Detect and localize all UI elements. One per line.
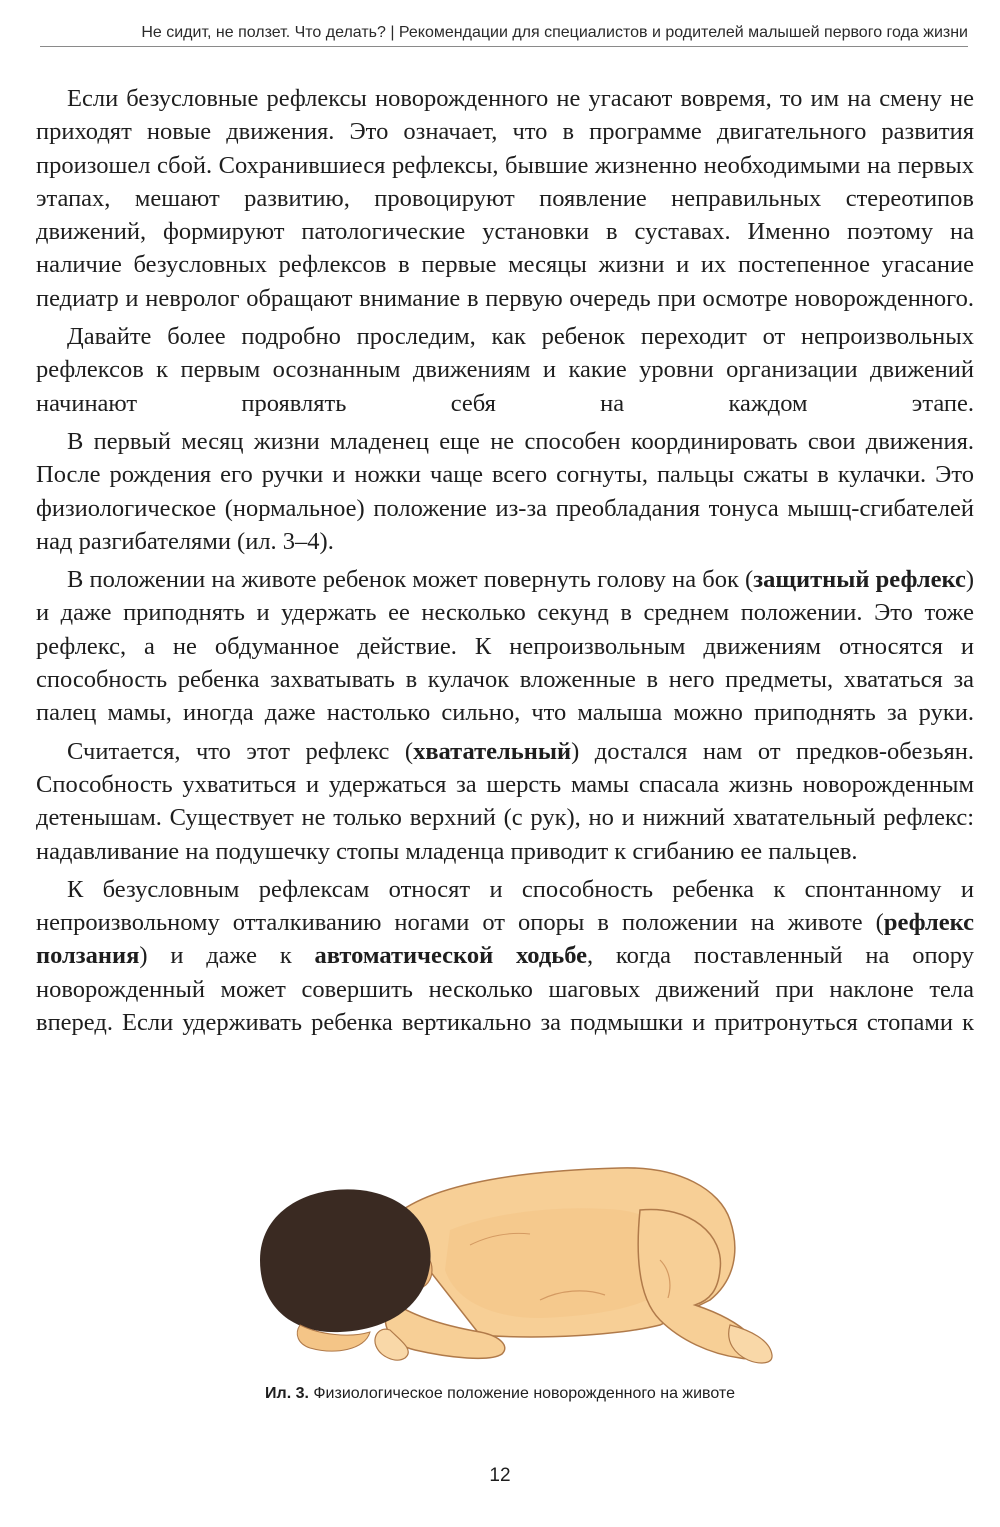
term-grasp-reflex: хватательный [413,737,572,765]
body-text [36,82,974,1044]
newborn-prone-illustration [240,1150,780,1370]
figure-label: Ил. 3. [265,1385,309,1402]
paragraph-3: В первый месяц жизни младенец еще не способен координировать свои движения. После рождения его ручки и ножки чаще всего согнуты, пальцы сжаты в кулачки. Это физиологическое (нормальное) положение из-за преобладания тонуса мышц-сгибателей над разгибателями (ил. 3–4). [36,427,974,555]
paragraph-1: Если безусловные рефлексы новорожденного не угасают вовремя, то им на смену не приходят новые движения. Это означает, что в программе двигательного развития произошел сбой. Сохранившиеся рефлексы, бывшие жизненно необходимыми на первых этапах, мешают развитию, провоцируют появление неправильных стереотипов движений, формируют патологические установки в суставах. Именно поэтому на наличие безусловных рефлексов в первые месяцы жизни и их постепенное угасание педиатр и невролог обращают внимание в первую очередь при осмотре новорожденного. [36,85,974,312]
term-protective-reflex: защитный рефлекс [753,566,966,594]
paragraph-5: Считается, что этот рефлекс (хватательный) достался нам от предков-обезьян. Способность ухватиться и удержаться за шерсть мамы спасала жизнь новорожденным детенышам. Существует не только верхний (с рук), но и нижний хватательный рефлекс: надавливание на подушечку стопы младенца приводит к сгибанию ее пальцев. [36,737,974,865]
paragraph-2: Давайте более подробно проследим, как ребенок переходит от непроизвольных рефлексов к первым осознанным движениям и какие уровни организации движений начинают проявлять себя на каждом этапе. [36,323,974,417]
figure-caption-text: Физиологическое положение новорожденного на животе [313,1385,735,1402]
running-head: Не сидит, не ползет. Что делать? | Рекомендации для специалистов и родителей малышей первого года жизни [40,24,968,47]
paragraph-6: К безусловным рефлексам относят и способность ребенка к спонтанному и непроизвольному отталкиванию ногами от опоры в положении на животе (рефлекс ползания) и даже к автоматической ходьбе, когда поставленный на опору новорожденный может совершить несколько шаговых движений при наклоне тела вперед. Если удерживать ребенка вертикально за подмышки и притронуться стопами к [36,875,974,1037]
figure-caption [0,1385,1000,1403]
paragraph-4: В положении на животе ребенок может повернуть голову на бок (защитный рефлекс) и даже приподнять и удержать ее несколько секунд в среднем положении. Это тоже рефлекс, а не обдуманное действие. К непроизвольным движениям относятся и способность ребенка захватывать в кулачок вложенные в него предметы, хвататься за палец мамы, иногда даже настолько сильно, что малыша можно приподнять за руки. [36,566,974,727]
term-crawling-reflex: рефлекс ползания [36,909,974,970]
term-automatic-walking: автоматической ходьбе [314,942,587,970]
page-number: 12 [489,1465,511,1486]
